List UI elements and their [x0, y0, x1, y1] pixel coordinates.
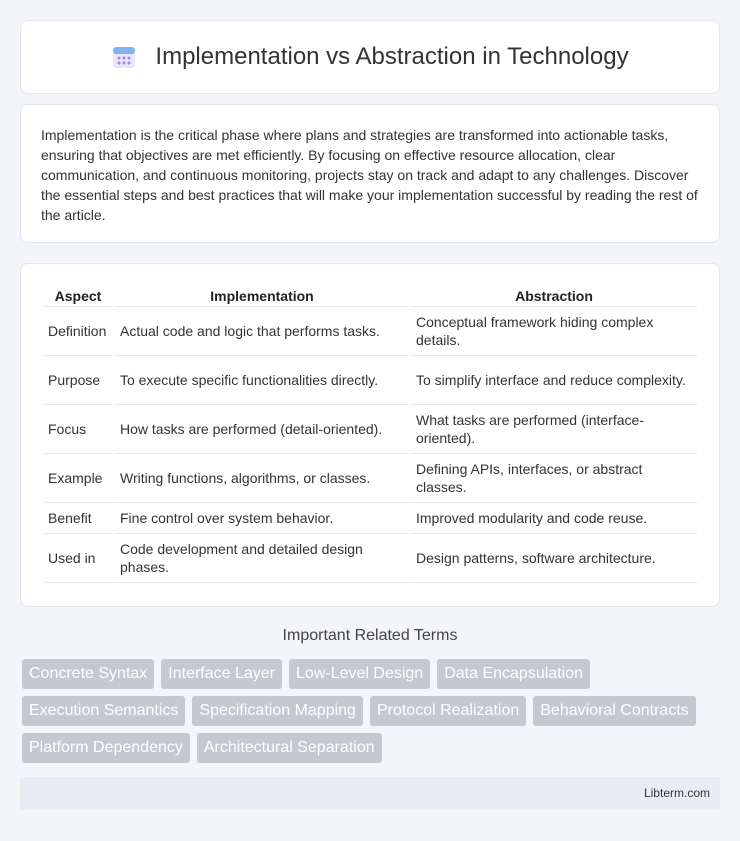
intro-text: Implementation is the critical phase where plans and strategies are transformed into actionable tasks, ensuring that objectives are met efficiently. By focusing on effective resource allocation, clear communication, and continuous monitoring, projects stay on track and adapt to any challenges. Discover the essential steps and best practices that will make your implementation successful by reading the rest of the article. — [41, 127, 698, 223]
cell-abstraction: What tasks are performed (interface-oriented). — [411, 405, 697, 454]
cell-abstraction: Improved modularity and code reuse. — [411, 503, 697, 534]
cell-implementation: Fine control over system behavior. — [115, 503, 409, 534]
related-terms-title: Important Related Terms — [282, 627, 458, 644]
header-abstraction: Abstraction — [411, 284, 697, 307]
related-term-tag[interactable]: Data Encapsulation — [437, 659, 590, 689]
related-term-tag[interactable]: Architectural Separation — [197, 733, 382, 763]
cell-aspect: Focus — [43, 405, 113, 454]
intro-card — [20, 104, 720, 243]
footer-site-link[interactable]: Libterm.com — [643, 786, 710, 800]
header-card — [20, 20, 720, 94]
table-row — [43, 405, 697, 454]
header-aspect: Aspect — [43, 284, 113, 307]
cell-abstraction: To simplify interface and reduce complexity. — [411, 356, 697, 405]
header-implementation: Implementation — [115, 284, 409, 307]
cell-abstraction: Conceptual framework hiding complex details. — [411, 307, 697, 356]
cell-implementation: To execute specific functionalities directly. — [115, 356, 409, 405]
related-term-tag[interactable]: Protocol Realization — [370, 696, 526, 726]
cell-implementation: Actual code and logic that performs tasks. — [115, 307, 409, 356]
related-term-tag[interactable]: Specification Mapping — [192, 696, 363, 726]
related-term-tag[interactable]: Execution Semantics — [22, 696, 185, 726]
cell-aspect: Definition — [43, 307, 113, 356]
table-row — [43, 307, 697, 356]
calendar-icon — [111, 44, 137, 70]
table-row — [43, 534, 697, 583]
cell-aspect: Example — [43, 454, 113, 503]
related-term-tag[interactable]: Platform Dependency — [22, 733, 190, 763]
footer — [20, 777, 720, 810]
cell-abstraction: Design patterns, software architecture. — [411, 534, 697, 583]
cell-aspect: Benefit — [43, 503, 113, 534]
comparison-table-card — [20, 263, 720, 607]
table-row — [43, 454, 697, 503]
cell-implementation: Code development and detailed design phases. — [115, 534, 409, 583]
related-terms-list — [22, 659, 722, 770]
related-term-tag[interactable]: Low-Level Design — [289, 659, 430, 689]
related-term-tag[interactable]: Concrete Syntax — [22, 659, 154, 689]
comparison-table — [41, 284, 699, 583]
cell-implementation: Writing functions, algorithms, or classes. — [115, 454, 409, 503]
page-title: Implementation vs Abstraction in Technology — [155, 43, 629, 70]
table-row — [43, 356, 697, 405]
cell-aspect: Purpose — [43, 356, 113, 405]
related-term-tag[interactable]: Behavioral Contracts — [533, 696, 696, 726]
related-term-tag[interactable]: Interface Layer — [161, 659, 282, 689]
table-row — [43, 503, 697, 534]
table-header-row — [43, 284, 697, 307]
cell-abstraction: Defining APIs, interfaces, or abstract classes. — [411, 454, 697, 503]
cell-implementation: How tasks are performed (detail-oriented). — [115, 405, 409, 454]
cell-aspect: Used in — [43, 534, 113, 583]
